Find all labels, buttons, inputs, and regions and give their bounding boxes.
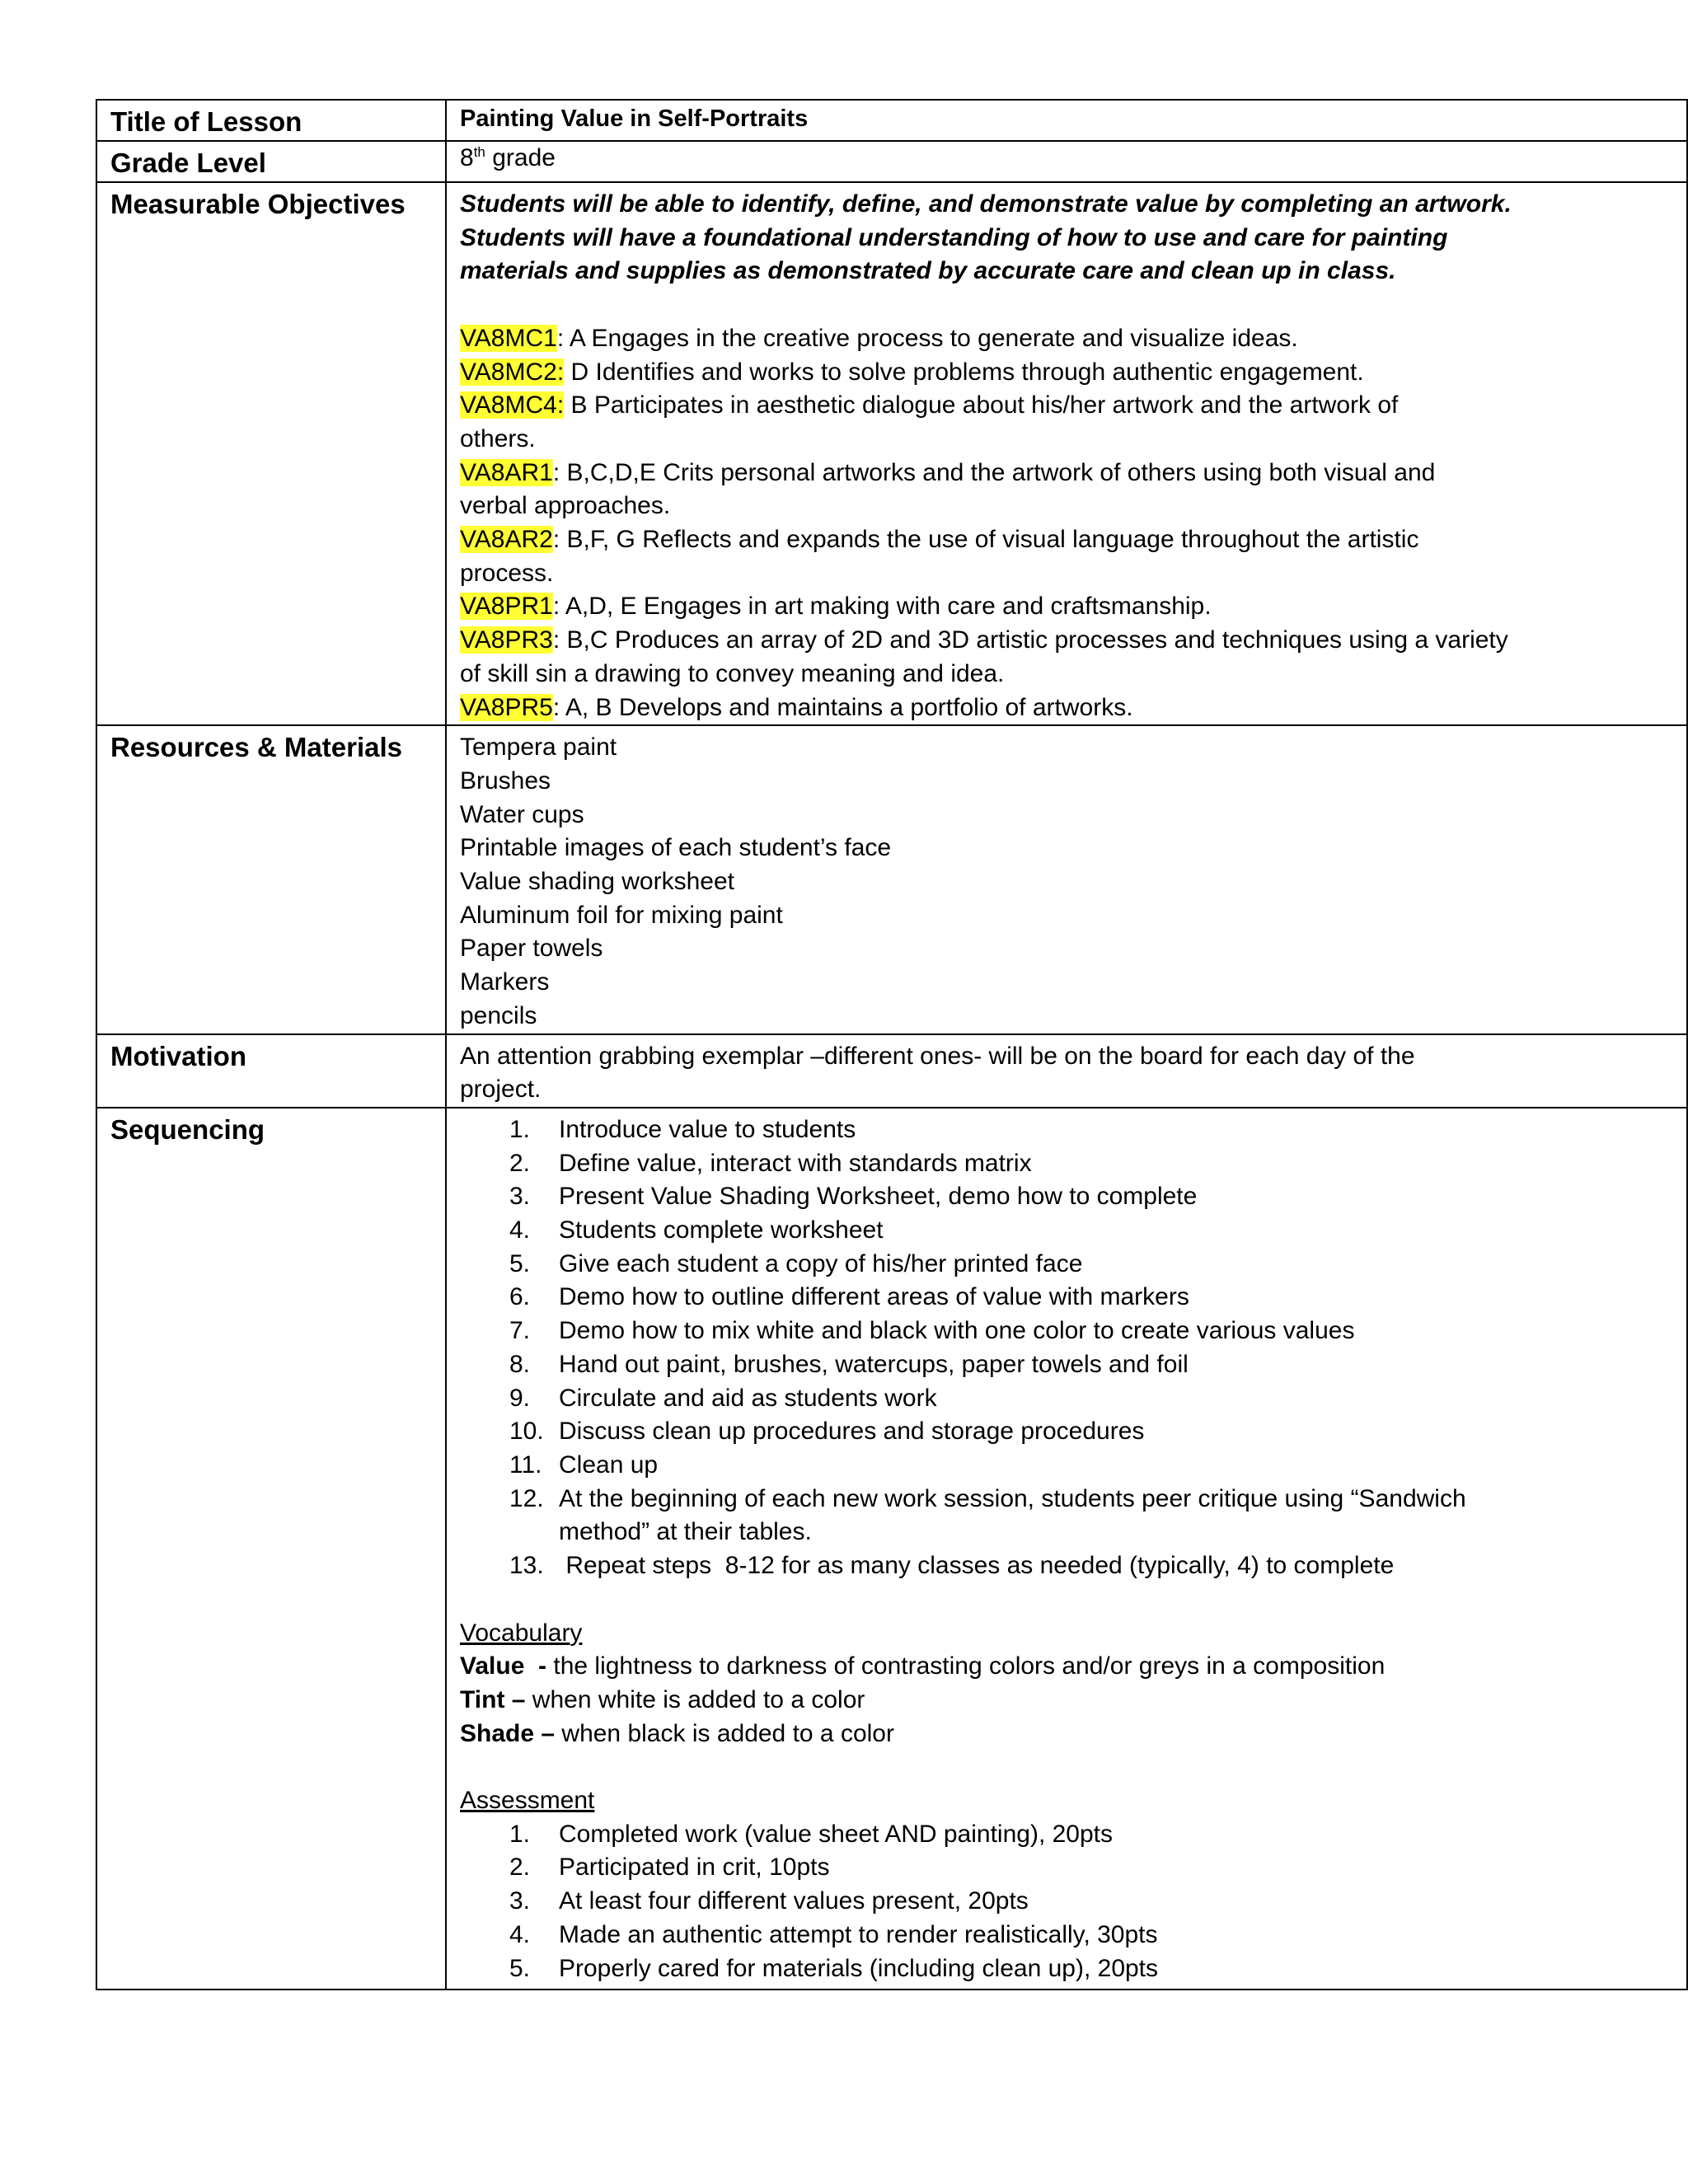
standard-text: B Participates in aesthetic dialogue about his/her artwork and the artwork of <box>564 391 1399 419</box>
row-grade <box>96 141 1687 182</box>
standard-text: : A,D, E Engages in art making with care and craftsmanship. <box>552 593 1212 621</box>
vocab-term: Shade – <box>460 1719 556 1747</box>
grade-label: Grade Level <box>96 141 446 182</box>
sequencing-steps-list <box>460 1113 1673 1583</box>
standard-item <box>460 322 1673 356</box>
objective-line: materials and supplies as demonstrated by accurate care and clean up in class. <box>460 257 1396 285</box>
step-text: Present Value Shading Worksheet, demo how to complete <box>559 1183 1198 1211</box>
step-text: Define value, interact with standards matrix <box>559 1149 1032 1177</box>
step-item <box>460 1248 1673 1282</box>
step-number: 11. <box>509 1451 542 1479</box>
step-number: 9. <box>509 1384 531 1412</box>
standard-continuation: others. <box>460 424 536 452</box>
standard-code: VA8AR1 <box>460 458 553 486</box>
vocabulary-heading: Vocabulary <box>460 1619 583 1647</box>
grade-value-cell <box>446 141 1687 182</box>
vocab-item <box>460 1718 1673 1751</box>
assessment-text: At least four different values present, 20pts <box>559 1887 1029 1915</box>
step-item <box>460 1113 1673 1147</box>
step-text: Circulate and aid as students work <box>559 1384 937 1412</box>
motivation-line: An attention grabbing exemplar –different ones- will be on the board for each day of the <box>460 1042 1415 1070</box>
step-item <box>460 1315 1673 1348</box>
step-text: Hand out paint, brushes, watercups, paper towels and foil <box>559 1350 1189 1378</box>
vocab-definition: the lightness to darkness of contrasting colors and/or greys in a composition <box>546 1652 1386 1680</box>
step-number: 7. <box>509 1317 531 1345</box>
step-item <box>460 1549 1673 1583</box>
step-number: 10. <box>509 1418 544 1446</box>
standard-code: VA8MC2: <box>460 358 565 386</box>
lesson-plan-table <box>96 99 1688 1990</box>
assessment-number: 2. <box>509 1854 531 1882</box>
objective-line: Students will be able to identify, define, and demonstrate value by completing an artwork. <box>460 190 1512 218</box>
spacer <box>460 1985 1673 1989</box>
step-item <box>460 1382 1673 1416</box>
row-motivation <box>96 1034 1687 1108</box>
vocab-item <box>460 1650 1673 1684</box>
assessment-item <box>460 1818 1673 1852</box>
spacer <box>460 1750 1673 1784</box>
vocab-term: Value - <box>460 1652 547 1680</box>
assessment-text: Properly cared for materials (including clean up), 20pts <box>559 1954 1159 1982</box>
step-number: 8. <box>509 1350 531 1378</box>
grade-word: grade <box>485 144 556 171</box>
standard-code: VA8MC1 <box>460 324 557 352</box>
motivation-line: project. <box>460 1076 542 1104</box>
objectives-label: Measurable Objectives <box>96 182 446 725</box>
standard-code: VA8MC4: <box>460 391 565 419</box>
step-item <box>460 1348 1673 1382</box>
standard-item <box>460 624 1673 658</box>
standard-text: : B,C Produces an array of 2D and 3D artistic processes and techniques using a variety <box>552 626 1508 654</box>
standard-text: : B,F, G Reflects and expands the use of visual language throughout the artistic <box>552 526 1419 554</box>
standard-code: VA8AR2 <box>460 526 553 554</box>
motivation-label: Motivation <box>96 1034 446 1108</box>
assessment-number: 4. <box>509 1920 531 1948</box>
title-value-cell <box>446 100 1687 141</box>
standard-item <box>460 590 1673 624</box>
resource-item: pencils <box>460 1001 537 1029</box>
sequencing-cell <box>446 1108 1687 1990</box>
standard-item <box>460 523 1673 557</box>
row-sequencing <box>96 1108 1687 1990</box>
step-text: Students complete worksheet <box>559 1216 884 1244</box>
standard-item <box>460 356 1673 390</box>
assessment-number: 5. <box>509 1954 531 1982</box>
standard-text: D Identifies and works to solve problems through authentic engagement. <box>564 358 1364 386</box>
assessment-text: Participated in crit, 10pts <box>559 1854 830 1882</box>
standard-item <box>460 389 1673 423</box>
step-number: 4. <box>509 1216 531 1244</box>
standard-code: VA8PR1 <box>460 593 553 621</box>
resource-item: Water cups <box>460 800 584 828</box>
step-number: 5. <box>509 1249 531 1277</box>
step-text: Clean up <box>559 1451 659 1479</box>
resource-item: Aluminum foil for mixing paint <box>460 901 783 929</box>
standard-continuation: verbal approaches. <box>460 492 671 520</box>
step-text: Demo how to outline different areas of value with markers <box>559 1283 1189 1311</box>
step-item <box>460 1449 1673 1483</box>
step-number: 2. <box>509 1149 531 1177</box>
motivation-cell <box>446 1034 1687 1108</box>
resource-item: Markers <box>460 968 550 996</box>
spacer <box>460 288 1673 322</box>
resource-item: Tempera paint <box>460 733 617 762</box>
step-text: Give each student a copy of his/her printed face <box>559 1249 1083 1277</box>
resources-cell <box>446 725 1687 1033</box>
step-number: 13. <box>509 1552 544 1580</box>
row-resources <box>96 725 1687 1033</box>
row-title <box>96 100 1687 141</box>
assessment-number: 3. <box>509 1887 531 1915</box>
resource-item: Brushes <box>460 766 551 794</box>
grade-suffix: th <box>473 144 485 160</box>
standard-text: : A, B Develops and maintains a portfolio of artworks. <box>552 693 1133 721</box>
standard-item <box>460 691 1673 725</box>
assessment-item <box>460 1885 1673 1919</box>
title-label: Title of Lesson <box>96 100 446 141</box>
sequencing-label: Sequencing <box>96 1108 446 1990</box>
resources-label: Resources & Materials <box>96 725 446 1033</box>
step-item <box>460 1180 1673 1214</box>
spacer <box>460 1583 1673 1617</box>
step-item <box>460 1415 1673 1449</box>
vocab-definition: when white is added to a color <box>525 1685 865 1713</box>
vocab-term: Tint – <box>460 1685 526 1713</box>
assessment-item <box>460 1851 1673 1885</box>
objectives-cell <box>446 182 1687 725</box>
step-text: Repeat steps 8-12 for as many classes as needed (typically, 4) to complete <box>559 1552 1395 1580</box>
resource-item: Paper towels <box>460 935 603 963</box>
step-item <box>460 1147 1673 1181</box>
resource-item: Value shading worksheet <box>460 868 734 896</box>
step-number: 1. <box>509 1115 531 1143</box>
assessment-text: Made an authentic attempt to render realistically, 30pts <box>559 1920 1158 1948</box>
step-text-continuation: method” at their tables. <box>559 1518 812 1546</box>
standard-code: VA8PR5 <box>460 693 553 721</box>
assessment-number: 1. <box>509 1820 531 1848</box>
assessment-heading: Assessment <box>460 1787 595 1814</box>
step-number: 12. <box>509 1484 544 1512</box>
step-text: At the beginning of each new work session, students peer critique using “Sandwich <box>559 1484 1466 1512</box>
step-item <box>460 1281 1673 1315</box>
vocab-definition: when black is added to a color <box>555 1719 894 1747</box>
step-item <box>460 1214 1673 1248</box>
grade-number: 8 <box>460 144 474 171</box>
standard-item <box>460 457 1673 490</box>
row-objectives <box>96 182 1687 725</box>
standard-code: VA8PR3 <box>460 626 553 654</box>
lesson-title: Painting Value in Self-Portraits <box>460 105 809 132</box>
assessment-text: Completed work (value sheet AND painting), 20pts <box>559 1820 1114 1848</box>
step-item <box>460 1483 1673 1549</box>
vocab-item <box>460 1684 1673 1718</box>
resource-item: Printable images of each student’s face <box>460 834 892 862</box>
standard-text: : B,C,D,E Crits personal artworks and the artwork of others using both visual and <box>552 458 1436 486</box>
assessment-item <box>460 1919 1673 1952</box>
step-text: Demo how to mix white and black with one color to create various values <box>559 1317 1355 1345</box>
step-number: 6. <box>509 1283 531 1311</box>
step-text: Introduce value to students <box>559 1115 856 1143</box>
assessment-item <box>460 1952 1673 1986</box>
step-number: 3. <box>509 1183 531 1211</box>
standard-text: : A Engages in the creative process to generate and visualize ideas. <box>556 324 1298 352</box>
objective-line: Students will have a foundational understanding of how to use and care for painting <box>460 223 1448 251</box>
standard-continuation: process. <box>460 559 554 587</box>
step-text: Discuss clean up procedures and storage procedures <box>559 1418 1145 1446</box>
standard-continuation: of skill sin a drawing to convey meaning and idea. <box>460 659 1005 687</box>
assessment-list <box>460 1818 1673 1986</box>
